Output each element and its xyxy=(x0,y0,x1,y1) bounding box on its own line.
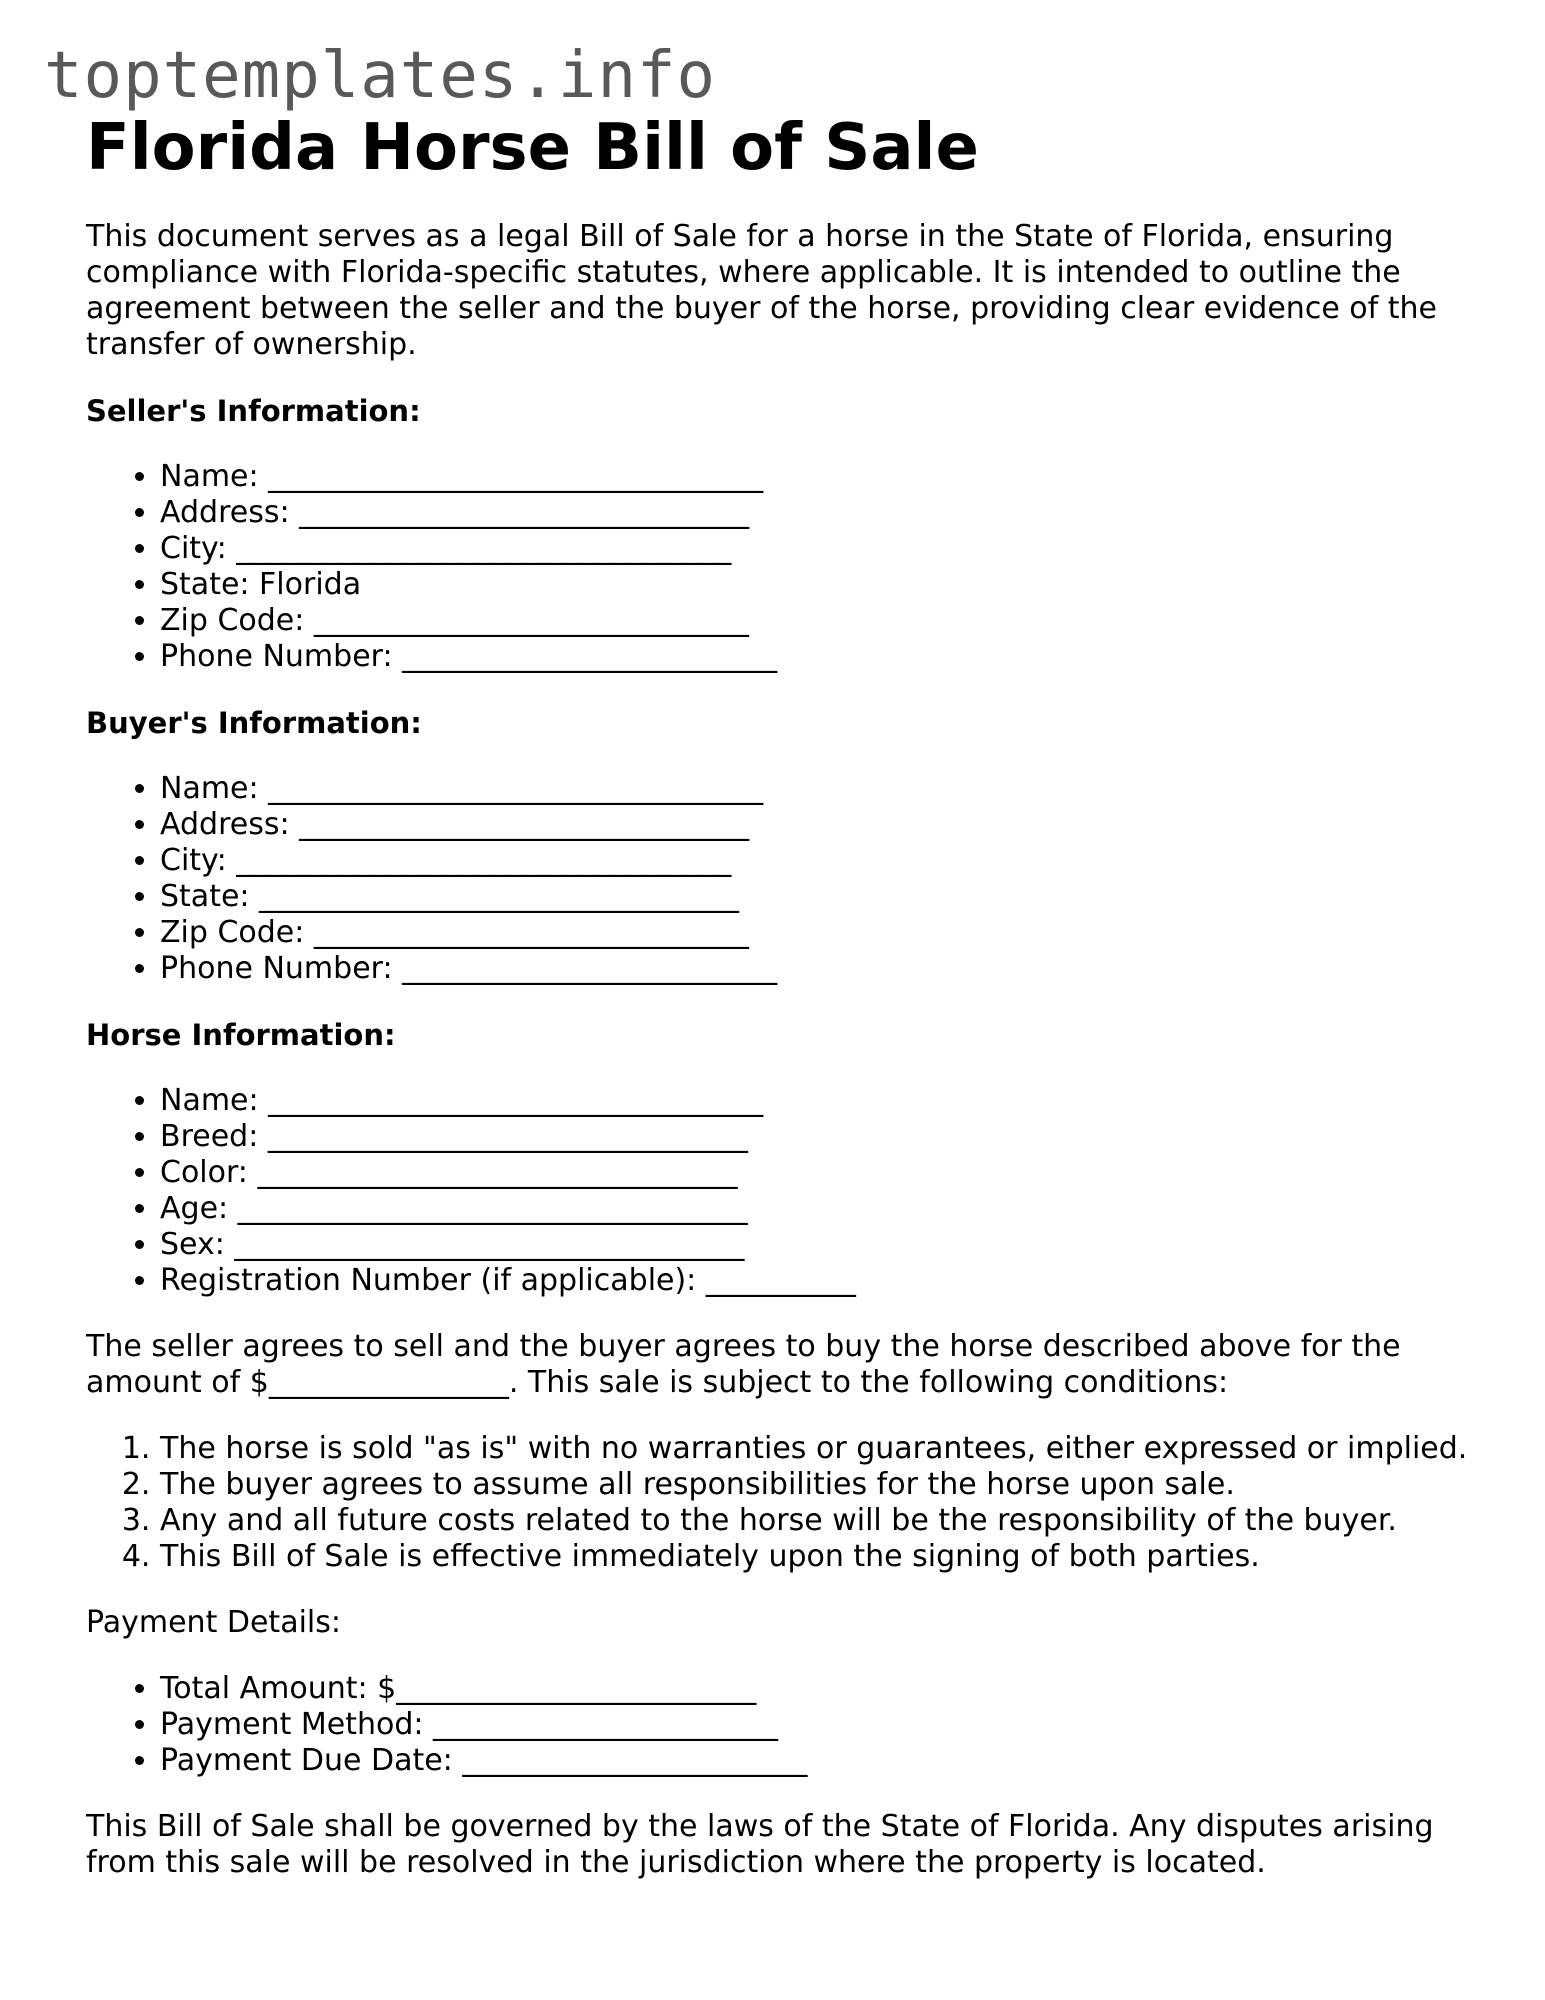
document-body xyxy=(86,108,1486,1881)
buyer-zip-field: • Zip Code: _____________________________ xyxy=(160,915,1486,951)
condition-item: 2. The buyer agrees to assume all responsibilities for the horse upon sale. xyxy=(160,1467,1486,1503)
horse-color-field: • Color: ________________________________ xyxy=(160,1155,1486,1191)
payment-method-field: • Payment Method: _______________________ xyxy=(160,1707,1486,1743)
buyer-name-field: • Name: _________________________________ xyxy=(160,771,1486,807)
seller-fields xyxy=(86,459,1486,675)
buyer-city-field: • City: _________________________________ xyxy=(160,843,1486,879)
horse-fields xyxy=(86,1083,1486,1299)
horse-name-field: • Name: _________________________________ xyxy=(160,1083,1486,1119)
seller-phone-field: • Phone Number: _________________________ xyxy=(160,639,1486,675)
conditions-list xyxy=(86,1431,1486,1575)
buyer-fields xyxy=(86,771,1486,987)
seller-state-field: • State: Florida xyxy=(160,567,1486,603)
document-title: Florida Horse Bill of Sale xyxy=(86,111,979,185)
horse-heading: Horse Information: xyxy=(86,1018,396,1052)
horse-breed-field: • Breed: ________________________________ xyxy=(160,1119,1486,1155)
seller-zip-field: • Zip Code: _____________________________ xyxy=(160,603,1486,639)
buyer-state-field: • State: ________________________________ xyxy=(160,879,1486,915)
buyer-heading: Buyer's Information: xyxy=(86,706,422,740)
watermark-text: toptemplates.info xyxy=(44,39,717,113)
seller-city-field: • City: _________________________________ xyxy=(160,531,1486,567)
condition-item: 1. The horse is sold "as is" with no warranties or guarantees, either expressed or implied. xyxy=(160,1431,1486,1467)
seller-heading: Seller's Information: xyxy=(86,394,421,428)
buyer-phone-field: • Phone Number: _________________________ xyxy=(160,951,1486,987)
condition-item: 4. This Bill of Sale is effective immediately upon the signing of both parties. xyxy=(160,1539,1486,1575)
condition-item: 3. Any and all future costs related to the horse will be the responsibility of the buyer. xyxy=(160,1503,1486,1539)
intro-paragraph: This document serves as a legal Bill of Sale for a horse in the State of Florida, ensuring compliance with Florida-specific statutes, where applicable. It is intended to outline the agreement between the seller and the buyer of the horse, providing clear evidence of the transfer of ownership. xyxy=(86,219,1437,362)
horse-registration-field: • Registration Number (if applicable): __________ xyxy=(160,1263,1486,1299)
horse-age-field: • Age: __________________________________ xyxy=(160,1191,1486,1227)
payment-total-field: • Total Amount: $________________________ xyxy=(160,1671,1486,1707)
agreement-paragraph: The seller agrees to sell and the buyer agrees to buy the horse described above for the amount of $________________. This sale is subject to the following conditions: xyxy=(86,1329,1401,1400)
payment-due-date-field: • Payment Due Date: _______________________ xyxy=(160,1743,1486,1779)
seller-address-field: • Address: ______________________________ xyxy=(160,495,1486,531)
payment-heading: Payment Details: xyxy=(86,1605,341,1640)
payment-fields xyxy=(86,1671,1486,1779)
governing-law-paragraph: This Bill of Sale shall be governed by the laws of the State of Florida. Any disputes arising from this sale will be resolved in the jurisdiction where the property is located. xyxy=(86,1809,1434,1880)
seller-name-field: • Name: _________________________________ xyxy=(160,459,1486,495)
buyer-address-field: • Address: ______________________________ xyxy=(160,807,1486,843)
horse-sex-field: • Sex: __________________________________ xyxy=(160,1227,1486,1263)
